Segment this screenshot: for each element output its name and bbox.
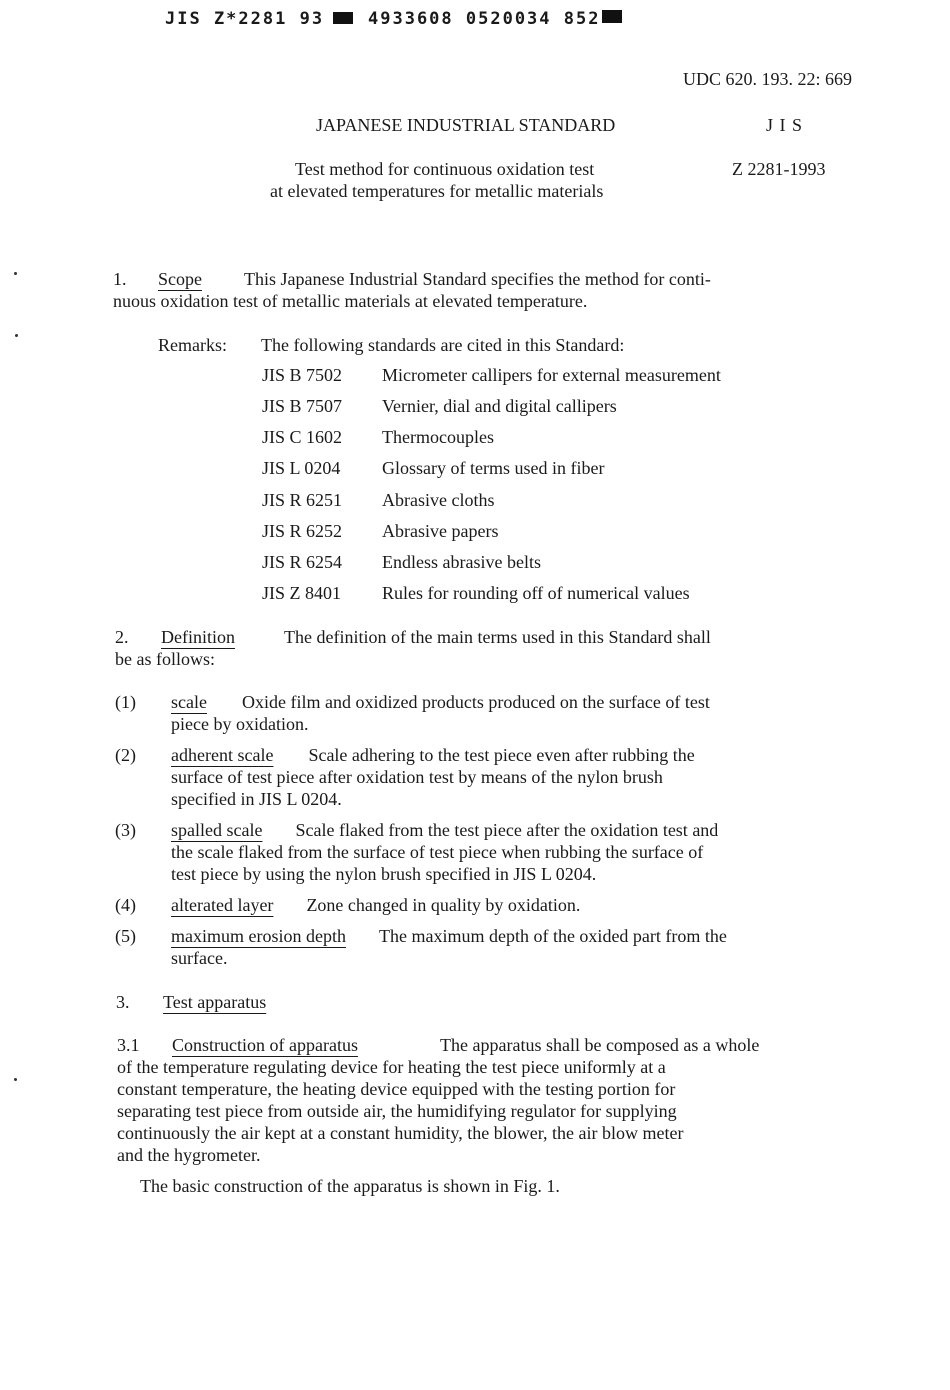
definition-term: alterated layer xyxy=(171,895,274,915)
definition-term: spalled scale xyxy=(171,820,263,840)
definition-term: adherent scale xyxy=(171,745,274,765)
reference-title: Glossary of terms used in fiber xyxy=(382,458,605,478)
section-2-heading: Definition xyxy=(161,627,235,647)
reference-title: Micrometer callipers for external measurement xyxy=(382,365,721,385)
section-2-number: 2. xyxy=(115,627,129,647)
definition-text-line-1: Oxide film and oxidized products produced on the surface of test xyxy=(241,692,710,712)
definition-text-line-1: Scale flaked from the test piece after the oxidation test and xyxy=(295,820,719,840)
section-1-text-line-1: This Japanese Industrial Standard specifies the method for conti- xyxy=(244,269,711,289)
reference-code: JIS R 6254 xyxy=(262,552,343,572)
reference-title: Abrasive papers xyxy=(382,521,499,541)
definition-number: (3) xyxy=(115,820,136,840)
subsection-3-1-closing: The basic construction of the apparatus is shown in Fig. 1. xyxy=(140,1176,560,1196)
reference-item xyxy=(262,395,617,417)
definition-text-line-2: piece by oxidation. xyxy=(171,714,309,734)
definition-text-line-2: the scale flaked from the surface of test piece when rubbing the surface of xyxy=(171,842,704,862)
document-title-line-2: at elevated temperatures for metallic materials xyxy=(270,181,604,201)
section-3-heading: Test apparatus xyxy=(163,992,267,1012)
definition-text-line-2: surface. xyxy=(171,948,228,968)
reference-item xyxy=(262,520,498,542)
definition-text-line-1: Zone changed in quality by oxidation. xyxy=(306,895,581,915)
organization-title: JAPANESE INDUSTRIAL STANDARD xyxy=(316,115,616,135)
jis-label: J I S xyxy=(766,115,804,135)
reference-item xyxy=(262,489,494,511)
subsection-3-1-text-line-1: The apparatus shall be composed as a whole xyxy=(440,1035,760,1055)
margin-speck xyxy=(14,272,17,275)
header-stamp-code: JIS Z*2281 93 xyxy=(165,9,325,29)
section-2-text-line-2: be as follows: xyxy=(115,649,215,669)
definition-text-line-1: The maximum depth of the oxided part from the xyxy=(378,926,727,946)
margin-speck xyxy=(14,1078,17,1081)
definition-text-line-3: test piece by using the nylon brush specified in JIS L 0204. xyxy=(171,864,597,884)
reference-item xyxy=(262,457,604,479)
reference-code: JIS B 7502 xyxy=(262,365,343,385)
subsection-3-1-text-line-5: continuously the air kept at a constant humidity, the blower, the air blow meter xyxy=(117,1123,684,1143)
subsection-3-1-heading: Construction of apparatus xyxy=(172,1035,358,1055)
section-3-number: 3. xyxy=(116,992,130,1012)
reference-code: JIS B 7507 xyxy=(262,396,343,416)
section-2-text-line-1: The definition of the main terms used in this Standard shall xyxy=(284,627,711,647)
redaction-block xyxy=(602,10,622,23)
reference-title: Rules for rounding off of numerical values xyxy=(382,583,690,603)
definition-text-line-1: Scale adhering to the test piece even after rubbing the xyxy=(308,745,695,765)
remarks-label: Remarks: xyxy=(158,335,227,355)
definition-text-line-2: surface of test piece after oxidation test by means of the nylon brush xyxy=(171,767,663,787)
reference-item xyxy=(262,364,721,386)
subsection-3-1-text-line-2: of the temperature regulating device for heating the test piece uniformly at a xyxy=(117,1057,666,1077)
section-1-text-line-2: nuous oxidation test of metallic materials at elevated temperature. xyxy=(113,291,588,311)
reference-code: JIS C 1602 xyxy=(262,427,343,447)
section-1-number: 1. xyxy=(113,269,127,289)
definition-number: (4) xyxy=(115,895,136,915)
margin-speck xyxy=(15,334,18,337)
document-number: Z 2281-1993 xyxy=(732,159,826,179)
definition-number: (2) xyxy=(115,745,136,765)
header-stamp-number: 4933608 0520034 852 xyxy=(368,9,601,29)
udc-code: UDC 620. 193. 22: 669 xyxy=(682,69,852,89)
remarks-intro: The following standards are cited in this Standard: xyxy=(261,335,625,355)
definition-number: (1) xyxy=(115,692,136,712)
subsection-3-1-number: 3.1 xyxy=(117,1035,140,1055)
subsection-3-1-text-line-6: and the hygrometer. xyxy=(117,1145,261,1165)
definition-number: (5) xyxy=(115,926,136,946)
document-title-line-1: Test method for continuous oxidation test xyxy=(295,159,595,179)
reference-title: Endless abrasive belts xyxy=(382,552,541,572)
section-1-heading: Scope xyxy=(158,269,202,289)
subsection-3-1-text-line-4: separating test piece from outside air, the humidifying regulator for supplying xyxy=(117,1101,677,1121)
redaction-block xyxy=(333,12,353,24)
definition-term: maximum erosion depth xyxy=(171,926,346,946)
reference-title: Abrasive cloths xyxy=(382,490,495,510)
reference-item xyxy=(262,582,690,604)
reference-code: JIS R 6251 xyxy=(262,490,343,510)
reference-code: JIS Z 8401 xyxy=(262,583,342,603)
definition-text-line-3: specified in JIS L 0204. xyxy=(171,789,342,809)
reference-item xyxy=(262,551,541,573)
definition-term: scale xyxy=(171,692,207,712)
reference-title: Thermocouples xyxy=(382,427,494,447)
reference-code: JIS L 0204 xyxy=(262,458,341,478)
reference-title: Vernier, dial and digital callipers xyxy=(382,396,617,416)
subsection-3-1-text-line-3: constant temperature, the heating device equipped with the testing portion for xyxy=(117,1079,676,1099)
reference-item xyxy=(262,426,494,448)
reference-code: JIS R 6252 xyxy=(262,521,343,541)
